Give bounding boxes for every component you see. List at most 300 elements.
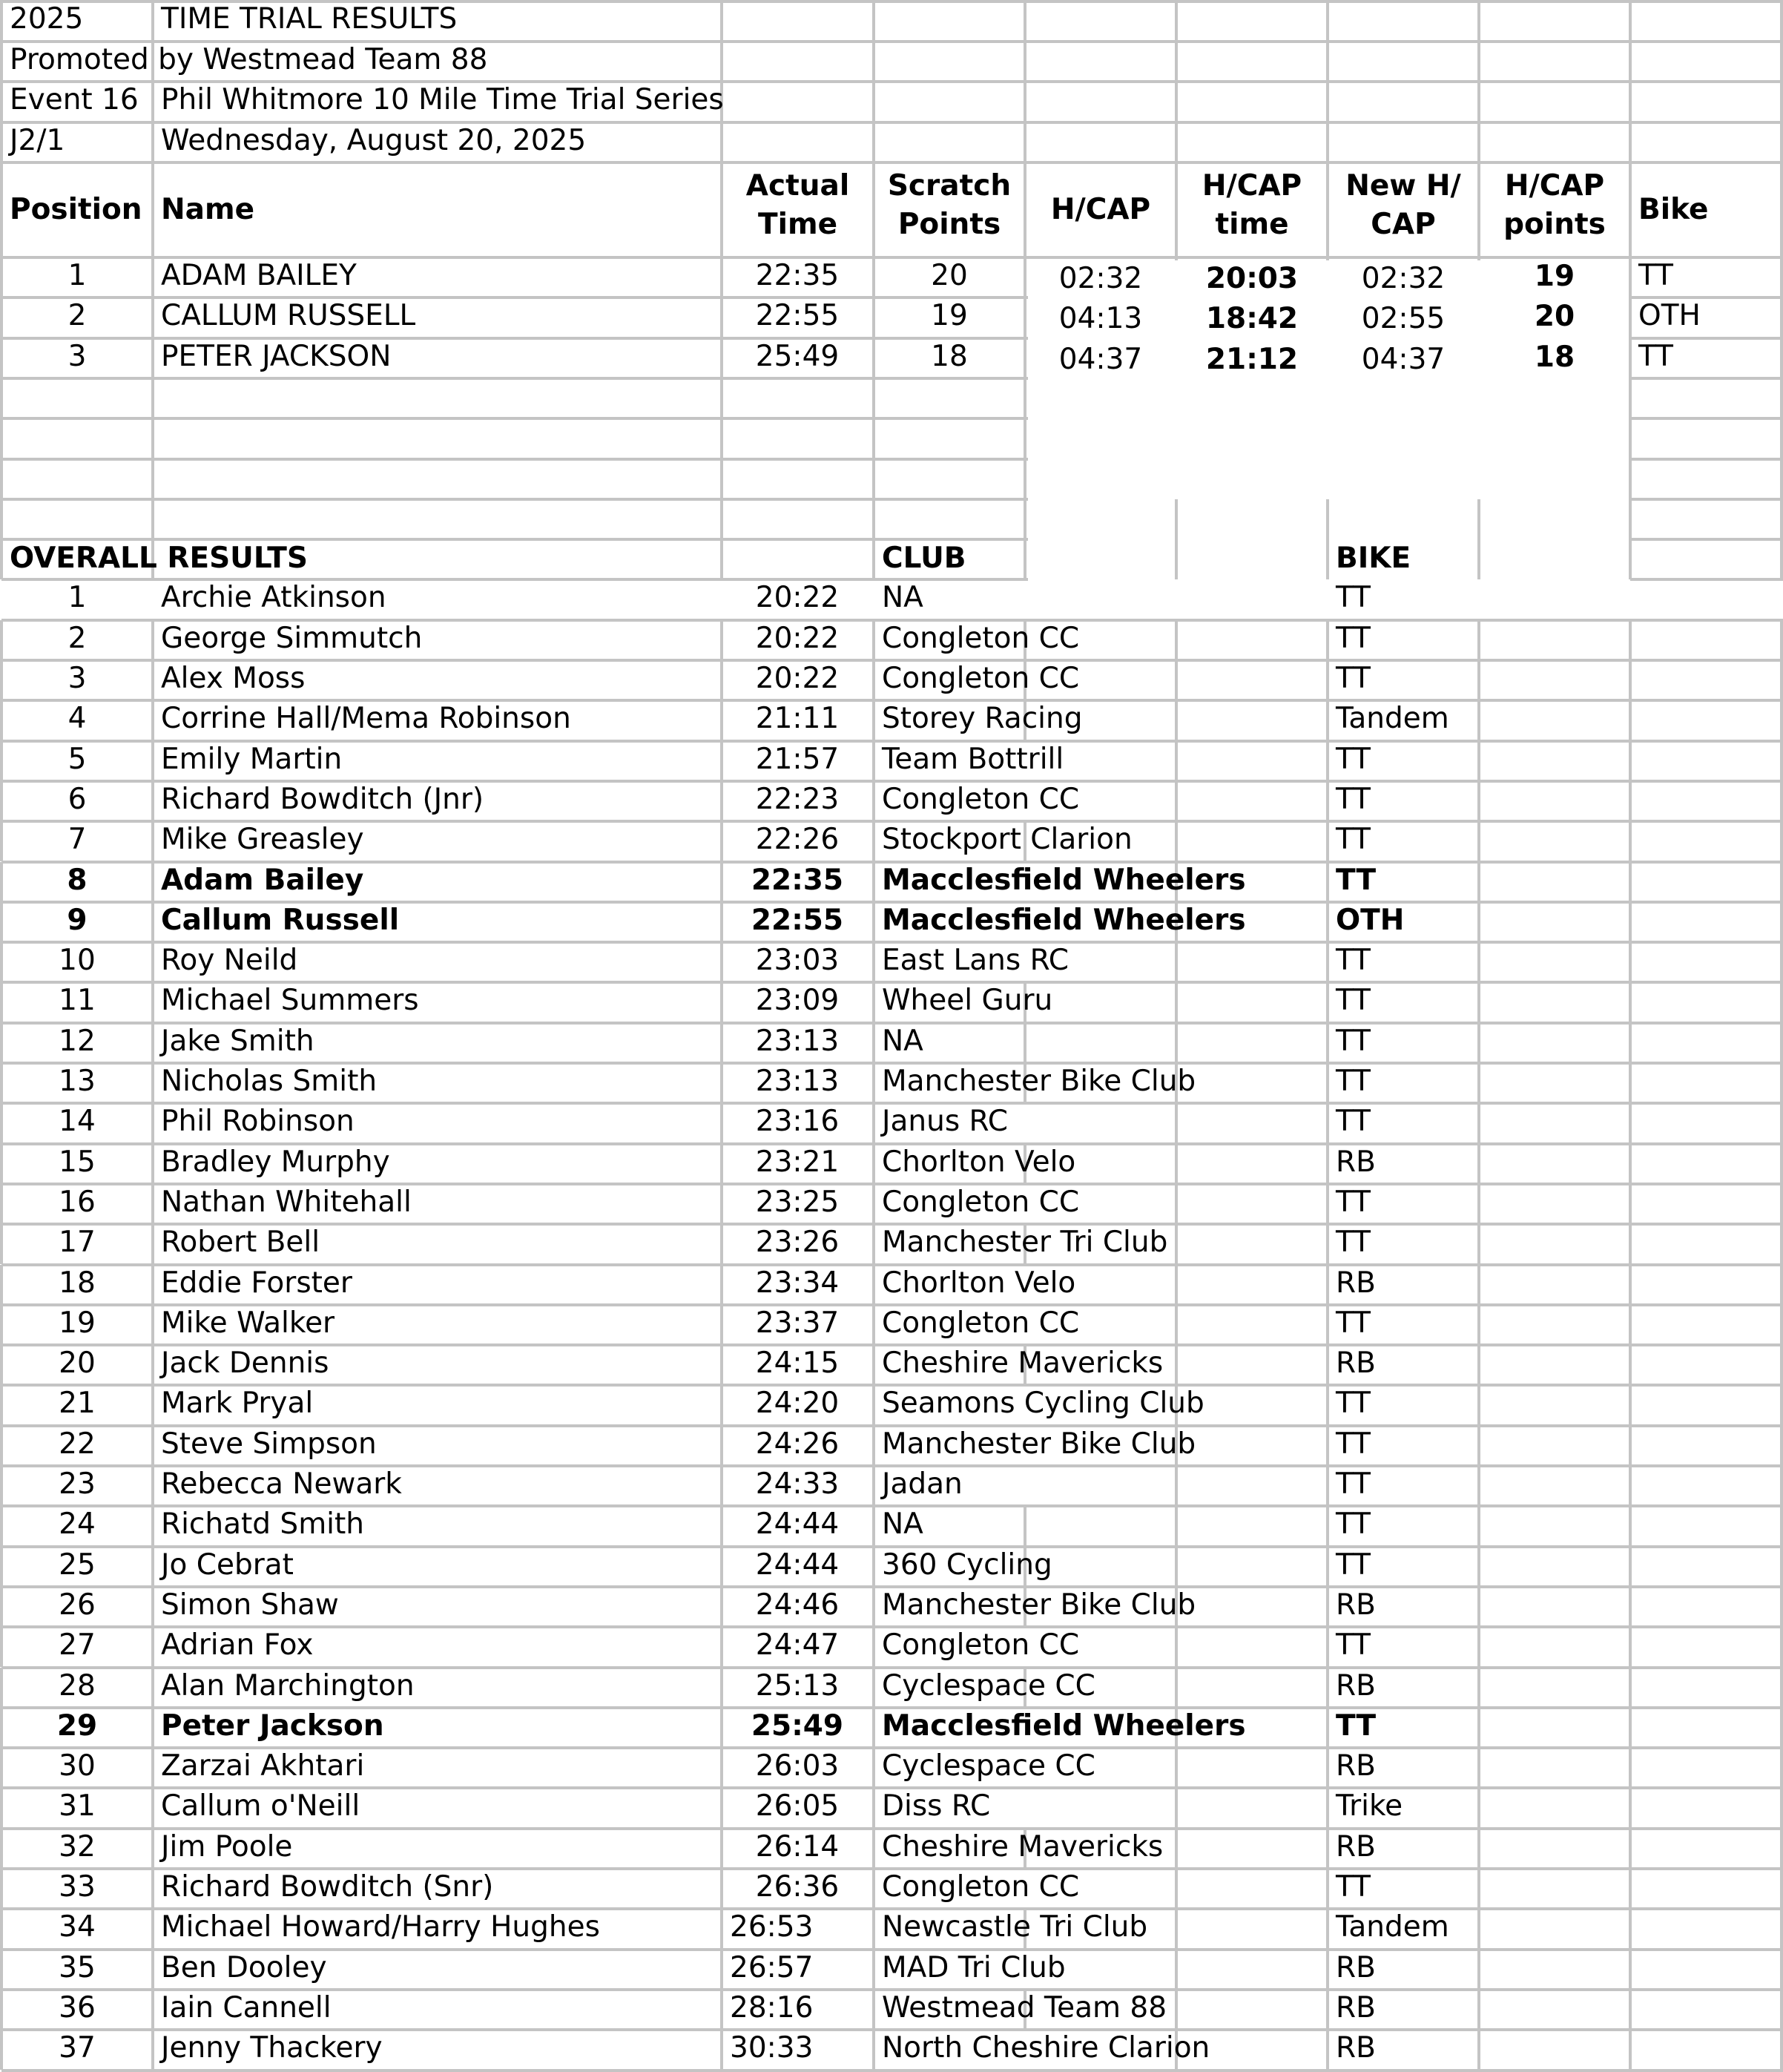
grid-line: [1780, 1869, 1783, 1909]
overall-rider-name: Nathan Whitehall: [161, 1185, 412, 1219]
overall-rider-name: Simon Shaw: [161, 1588, 339, 1622]
overall-club: Seamons Cycling Club: [882, 1387, 1204, 1421]
overall-position: 13: [59, 1065, 96, 1098]
overall-rider-name: Eddie Forster: [161, 1266, 352, 1300]
hcap-allowance: 02:32: [1058, 262, 1143, 295]
overall-time: 24:33: [755, 1467, 840, 1501]
col-header-scratch-points-line: Points: [897, 207, 1001, 241]
overall-position: 7: [67, 823, 87, 857]
overall-bike: TT: [1336, 1870, 1371, 1904]
overall-position: 21: [59, 1387, 96, 1421]
hcap-allowance: 04:37: [1058, 342, 1143, 376]
overall-time: 28:16: [730, 1990, 814, 2025]
overall-rider-name: Callum o'Neill: [161, 1789, 360, 1823]
overall-rider-name: Zarzai Akhtari: [161, 1749, 365, 1783]
col-header-actual-time-line: Actual: [745, 168, 850, 203]
overall-position: 26: [59, 1588, 96, 1622]
grid-line: [1630, 498, 1783, 501]
overall-rider-name: Corrine Hall/Mema Robinson: [161, 702, 571, 736]
overall-bike: TT: [1336, 662, 1371, 695]
overall-club: NA: [882, 581, 923, 615]
overall-bike: RB: [1336, 1950, 1376, 1984]
grid-line: [1780, 821, 1783, 861]
overall-rider-name: Michael Howard/Harry Hughes: [161, 1910, 600, 1944]
col-header-scratch-points-line: Scratch: [887, 168, 1012, 203]
overall-position: 6: [67, 782, 87, 816]
overall-time: 21:57: [755, 742, 840, 776]
overall-position: 2: [67, 621, 87, 655]
hcap-position: 2: [67, 299, 87, 333]
overall-rider-name: Richard Bowditch (Snr): [161, 1870, 494, 1904]
overall-position: 22: [59, 1427, 96, 1461]
overall-time: 26:14: [755, 1829, 840, 1864]
grid-line: [1629, 1909, 1632, 1949]
overall-position: 32: [59, 1829, 96, 1864]
overall-time: 26:57: [730, 1950, 814, 1984]
hcap-bike: TT: [1638, 259, 1673, 292]
course-code: J2/1: [10, 123, 65, 157]
grid-line: [1629, 741, 1632, 781]
overall-rider-name: Robert Bell: [161, 1226, 320, 1260]
overall-rider-name: Steve Simpson: [161, 1427, 377, 1461]
grid-line: [1477, 499, 1480, 539]
hcap-time: 20:03: [1205, 262, 1299, 295]
overall-position: 35: [59, 1950, 96, 1984]
overall-rider-name: Emily Martin: [161, 742, 343, 776]
overall-bike: TT: [1336, 1427, 1371, 1461]
grid-line: [1780, 781, 1783, 821]
overall-club: Manchester Bike Club: [882, 1427, 1196, 1461]
overall-position: 15: [59, 1145, 96, 1179]
hcap-scratch-points: 20: [931, 259, 968, 292]
overall-time: 24:44: [755, 1548, 840, 1582]
overall-bike: TT: [1336, 782, 1371, 816]
col-header-hcap-time: [1176, 167, 1328, 256]
grid-line: [720, 539, 723, 579]
overall-results-title: OVERALL RESULTS: [10, 542, 308, 576]
overall-time: 22:35: [751, 863, 844, 897]
overall-position: 12: [59, 1024, 96, 1058]
overall-rider-name: Adrian Fox: [161, 1628, 314, 1662]
overall-rider-name: Alex Moss: [161, 662, 306, 695]
overall-rider-name: Richatd Smith: [161, 1507, 365, 1542]
overall-position: 20: [59, 1346, 96, 1381]
club-column-header: CLUB: [882, 542, 966, 576]
overall-bike: RB: [1336, 1588, 1376, 1622]
overall-bike: RB: [1336, 1668, 1376, 1703]
grid-line: [1780, 1265, 1783, 1305]
overall-time: 23:13: [755, 1024, 840, 1058]
overall-rider-name: Jake Smith: [161, 1024, 314, 1058]
overall-rider-name: Mike Greasley: [161, 823, 364, 857]
overall-club: Macclesfield Wheelers: [882, 903, 1246, 937]
overall-bike: RB: [1336, 1829, 1376, 1864]
grid-line: [1629, 1224, 1632, 1264]
hcap-new-allowance: 04:37: [1361, 342, 1446, 376]
grid-line: [1629, 942, 1632, 982]
overall-time: 22:55: [751, 903, 844, 937]
overall-time: 23:09: [755, 984, 840, 1018]
overall-rider-name: Mark Pryal: [161, 1387, 314, 1421]
event-date: Wednesday, August 20, 2025: [161, 123, 587, 157]
overall-bike: TT: [1336, 1628, 1371, 1662]
overall-time: 22:26: [755, 823, 840, 857]
grid-line: [1780, 1224, 1783, 1264]
grid-line: [1780, 1305, 1783, 1345]
grid-line: [1780, 1708, 1783, 1748]
overall-bike: TT: [1336, 1185, 1371, 1219]
grid-line: [1629, 1627, 1632, 1667]
overall-club: East Lans RC: [882, 944, 1069, 978]
overall-club: Chorlton Velo: [882, 1266, 1076, 1300]
grid-line: [1780, 1023, 1783, 1063]
series-name: Phil Whitmore 10 Mile Time Trial Series: [161, 83, 724, 117]
hcap-position: 1: [67, 259, 87, 292]
overall-time: 26:03: [755, 1749, 840, 1783]
overall-bike: TT: [1336, 1024, 1371, 1058]
overall-time: 24:20: [755, 1387, 840, 1421]
col-header-scratch-points: [874, 167, 1025, 256]
overall-rider-name: Iain Cannell: [161, 1990, 332, 2025]
col-header-actual-time: [722, 167, 874, 256]
grid-line: [1629, 1748, 1632, 1788]
overall-time: 23:21: [755, 1145, 840, 1179]
overall-position: 25: [59, 1548, 96, 1582]
overall-club: Westmead Team 88: [882, 1990, 1167, 2025]
overall-position: 19: [59, 1306, 96, 1340]
overall-rider-name: George Simmutch: [161, 621, 423, 655]
overall-club: Manchester Bike Club: [882, 1588, 1196, 1622]
grid-line: [1780, 1466, 1783, 1506]
overall-time: 21:11: [755, 702, 840, 736]
overall-bike: TT: [1336, 863, 1377, 897]
overall-rider-name: Alan Marchington: [161, 1668, 415, 1703]
overall-bike: TT: [1336, 581, 1371, 615]
overall-club: Macclesfield Wheelers: [882, 863, 1246, 897]
overall-club: Manchester Tri Club: [882, 1226, 1168, 1260]
overall-rider-name: Callum Russell: [161, 903, 400, 937]
grid-line: [1780, 1748, 1783, 1788]
grid-line: [1780, 862, 1783, 902]
overall-time: 25:13: [755, 1668, 840, 1703]
overall-bike: TT: [1336, 621, 1371, 655]
hcap-position: 3: [67, 339, 87, 373]
overall-time: 25:49: [751, 1708, 844, 1743]
grid-line: [1629, 1265, 1632, 1305]
grid-line: [1175, 539, 1178, 579]
overall-time: 26:36: [755, 1870, 840, 1904]
overall-position: 4: [67, 702, 87, 736]
grid-line: [1629, 1869, 1632, 1909]
overall-time: 26:05: [755, 1789, 840, 1823]
grid-line: [1629, 781, 1632, 821]
overall-time: 24:26: [755, 1427, 840, 1461]
overall-time: 24:44: [755, 1507, 840, 1542]
overall-position: 18: [59, 1266, 96, 1300]
event-number: Event 16: [10, 83, 139, 117]
overall-rider-name: Mike Walker: [161, 1306, 335, 1340]
overall-rider-name: Jim Poole: [161, 1829, 293, 1864]
overall-position: 9: [67, 903, 88, 937]
overall-time: 23:13: [755, 1065, 840, 1098]
overall-time: 20:22: [755, 581, 840, 615]
hcap-bike: TT: [1638, 339, 1673, 373]
col-header-hcap: H/CAP: [1050, 192, 1151, 226]
col-header-actual-time-line: Time: [757, 207, 838, 241]
col-header-bike: Bike: [1638, 192, 1709, 226]
overall-rider-name: Roy Neild: [161, 944, 298, 978]
overall-bike: RB: [1336, 1266, 1376, 1300]
overall-club: Jadan: [882, 1467, 963, 1501]
grid-line: [1629, 1990, 1632, 2030]
grid-line: [1780, 982, 1783, 1022]
grid-line: [1629, 1788, 1632, 1828]
grid-line: [1326, 499, 1329, 539]
overall-time: 30:33: [730, 2031, 814, 2065]
grid-line: [1780, 1829, 1783, 1869]
overall-club: Cyclespace CC: [882, 1668, 1095, 1703]
overall-time: 20:22: [755, 662, 840, 695]
overall-bike: TT: [1336, 1467, 1371, 1501]
overall-rider-name: Peter Jackson: [161, 1708, 384, 1743]
overall-position: 14: [59, 1105, 96, 1139]
overall-rider-name: Ben Dooley: [161, 1950, 327, 1984]
overall-time: 23:03: [755, 944, 840, 978]
overall-rider-name: Phil Robinson: [161, 1105, 355, 1139]
promoter-line: Promoted by Westmead Team 88: [10, 43, 488, 77]
overall-rider-name: Nicholas Smith: [161, 1065, 378, 1098]
grid-line: [1629, 660, 1632, 700]
overall-time: 23:25: [755, 1185, 840, 1219]
col-header-name: Name: [161, 192, 255, 226]
overall-club: North Cheshire Clarion: [882, 2031, 1210, 2065]
grid-line: [1629, 862, 1632, 902]
col-header-hcap-points-line: points: [1503, 207, 1606, 241]
overall-club: Congleton CC: [882, 621, 1080, 655]
overall-club: Cyclespace CC: [882, 1749, 1095, 1783]
grid-line: [1630, 377, 1783, 380]
overall-position: 10: [59, 944, 96, 978]
col-header-new-hcap: [1328, 167, 1479, 256]
overall-bike: Tandem: [1336, 702, 1449, 736]
grid-line: [1629, 539, 1632, 579]
hcap-time: 18:42: [1205, 302, 1299, 336]
overall-rider-name: Jenny Thackery: [161, 2031, 383, 2065]
overall-club: Congleton CC: [882, 1628, 1080, 1662]
overall-rider-name: Jack Dennis: [161, 1346, 329, 1381]
overall-club: Storey Racing: [882, 702, 1083, 736]
col-header-hcap-time-line: time: [1215, 207, 1289, 241]
hcap-new-allowance: 02:55: [1361, 302, 1446, 336]
grid-line: [1629, 1305, 1632, 1345]
grid-line: [1780, 1063, 1783, 1103]
hcap-allowance: 04:13: [1058, 302, 1143, 336]
hcap-new-allowance: 02:32: [1361, 262, 1446, 295]
grid-line: [1780, 942, 1783, 982]
overall-bike: TT: [1336, 742, 1371, 776]
grid-line: [1629, 700, 1632, 740]
grid-line: [1629, 1385, 1632, 1425]
grid-line: [1175, 499, 1178, 539]
overall-rider-name: Adam Bailey: [161, 863, 364, 897]
hcap-scratch-points: 18: [931, 339, 968, 373]
overall-rider-name: Archie Atkinson: [161, 581, 386, 615]
overall-club: Chorlton Velo: [882, 1145, 1076, 1179]
overall-rider-name: Richard Bowditch (Jnr): [161, 782, 484, 816]
grid-line: [1629, 1547, 1632, 1587]
overall-club: Diss RC: [882, 1789, 991, 1823]
grid-line: [1780, 1385, 1783, 1425]
overall-bike: RB: [1336, 2031, 1376, 2065]
overall-position: 16: [59, 1185, 96, 1219]
overall-club: Newcastle Tri Club: [882, 1910, 1148, 1944]
bike-column-header: BIKE: [1336, 542, 1411, 576]
grid-line: [1780, 1506, 1783, 1546]
grid-line: [1780, 1668, 1783, 1708]
hcap-actual-time: 25:49: [755, 339, 840, 373]
overall-time: 24:15: [755, 1346, 840, 1381]
overall-rider-name: Jo Cebrat: [161, 1548, 294, 1582]
grid-line: [1629, 1144, 1632, 1184]
overall-club: Janus RC: [882, 1105, 1008, 1139]
overall-time: 23:37: [755, 1306, 840, 1340]
overall-position: 37: [59, 2031, 96, 2065]
overall-time: 26:53: [730, 1910, 814, 1944]
hcap-points: 19: [1534, 260, 1575, 293]
overall-time: 22:23: [755, 782, 840, 816]
grid-line: [1630, 578, 1783, 581]
overall-bike: TT: [1336, 1387, 1371, 1421]
grid-line: [1780, 1909, 1783, 1949]
overall-club: Manchester Bike Club: [882, 1065, 1196, 1098]
overall-bike: TT: [1336, 1708, 1377, 1743]
hcap-rider-name: PETER JACKSON: [161, 339, 392, 373]
overall-bike: RB: [1336, 1145, 1376, 1179]
overall-bike: TT: [1336, 1306, 1371, 1340]
grid-line: [1629, 1184, 1632, 1224]
hcap-time: 21:12: [1205, 342, 1299, 376]
grid-line: [1629, 1023, 1632, 1063]
overall-time: 23:34: [755, 1266, 840, 1300]
grid-line: [1780, 1990, 1783, 2030]
overall-position: 27: [59, 1628, 96, 1662]
hcap-rider-name: ADAM BAILEY: [161, 259, 357, 292]
overall-bike: RB: [1336, 1990, 1376, 2025]
hcap-actual-time: 22:55: [755, 299, 840, 333]
overall-position: 11: [59, 984, 96, 1018]
col-header-hcap-points-line: H/CAP: [1504, 168, 1605, 203]
grid-line: [1630, 538, 1783, 541]
overall-club: Macclesfield Wheelers: [882, 1708, 1246, 1743]
grid-line: [1630, 417, 1783, 420]
grid-line: [1629, 1587, 1632, 1627]
hcap-points: 18: [1534, 340, 1575, 374]
grid-line: [1629, 1506, 1632, 1546]
overall-club: Congleton CC: [882, 1185, 1080, 1219]
overall-position: 36: [59, 1990, 96, 2025]
overall-position: 30: [59, 1749, 96, 1783]
overall-rider-name: Rebecca Newark: [161, 1467, 402, 1501]
grid-line: [1780, 741, 1783, 781]
hcap-scratch-points: 19: [931, 299, 968, 333]
col-header-new-hcap-line: CAP: [1371, 207, 1436, 241]
overall-club: NA: [882, 1507, 923, 1542]
overall-position: 28: [59, 1668, 96, 1703]
col-header-hcap-points: [1479, 167, 1630, 256]
overall-time: 24:46: [755, 1588, 840, 1622]
overall-bike: Tandem: [1336, 1910, 1449, 1944]
grid-line: [1629, 1426, 1632, 1466]
overall-bike: TT: [1336, 984, 1371, 1018]
overall-bike: TT: [1336, 1065, 1371, 1098]
grid-line: [1780, 1184, 1783, 1224]
grid-line: [1629, 821, 1632, 861]
overall-club: NA: [882, 1024, 923, 1058]
grid-line: [1629, 1466, 1632, 1506]
overall-bike: RB: [1336, 1346, 1376, 1381]
report-title: TIME TRIAL RESULTS: [161, 2, 458, 36]
overall-club: Congleton CC: [882, 662, 1080, 695]
overall-bike: TT: [1336, 1226, 1371, 1260]
hcap-bike: OTH: [1638, 299, 1701, 333]
hcap-rider-name: CALLUM RUSSELL: [161, 299, 416, 333]
overall-bike: TT: [1336, 1548, 1371, 1582]
overall-bike: Trike: [1336, 1789, 1403, 1823]
overall-club: Team Bottrill: [882, 742, 1064, 776]
overall-time: 20:22: [755, 621, 840, 655]
grid-line: [1780, 1627, 1783, 1667]
grid-line: [1629, 1668, 1632, 1708]
grid-line: [1629, 1103, 1632, 1143]
overall-time: 23:16: [755, 1105, 840, 1139]
overall-club: MAD Tri Club: [882, 1950, 1066, 1984]
grid-line: [1780, 660, 1783, 700]
grid-line: [1629, 620, 1632, 660]
grid-line: [1630, 458, 1783, 461]
grid-line: [1780, 1103, 1783, 1143]
overall-bike: TT: [1336, 823, 1371, 857]
overall-club: Stockport Clarion: [882, 823, 1133, 857]
grid-line: [1780, 1426, 1783, 1466]
grid-line: [1780, 1587, 1783, 1627]
grid-line: [1629, 1063, 1632, 1103]
overall-club: Cheshire Mavericks: [882, 1829, 1164, 1864]
overall-club: 360 Cycling: [882, 1548, 1052, 1582]
overall-position: 8: [67, 863, 88, 897]
col-header-new-hcap-line: New H/: [1345, 168, 1461, 203]
grid-line: [1780, 1345, 1783, 1385]
grid-line: [1780, 1547, 1783, 1587]
overall-club: Congleton CC: [882, 782, 1080, 816]
grid-line: [1780, 1788, 1783, 1828]
overall-bike: TT: [1336, 1105, 1371, 1139]
grid-line: [1629, 1950, 1632, 1990]
overall-position: 23: [59, 1467, 96, 1501]
overall-bike: TT: [1336, 944, 1371, 978]
overall-rider-name: Bradley Murphy: [161, 1145, 390, 1179]
grid-line: [1629, 1345, 1632, 1385]
overall-position: 29: [56, 1708, 98, 1743]
overall-position: 17: [59, 1226, 96, 1260]
overall-time: 23:26: [755, 1226, 840, 1260]
grid-line: [1780, 1144, 1783, 1184]
overall-club: Congleton CC: [882, 1870, 1080, 1904]
overall-rider-name: Michael Summers: [161, 984, 419, 1018]
overall-club: Congleton CC: [882, 1306, 1080, 1340]
grid-line: [1629, 2030, 1632, 2070]
overall-position: 24: [59, 1507, 96, 1542]
grid-line: [1780, 2030, 1783, 2070]
